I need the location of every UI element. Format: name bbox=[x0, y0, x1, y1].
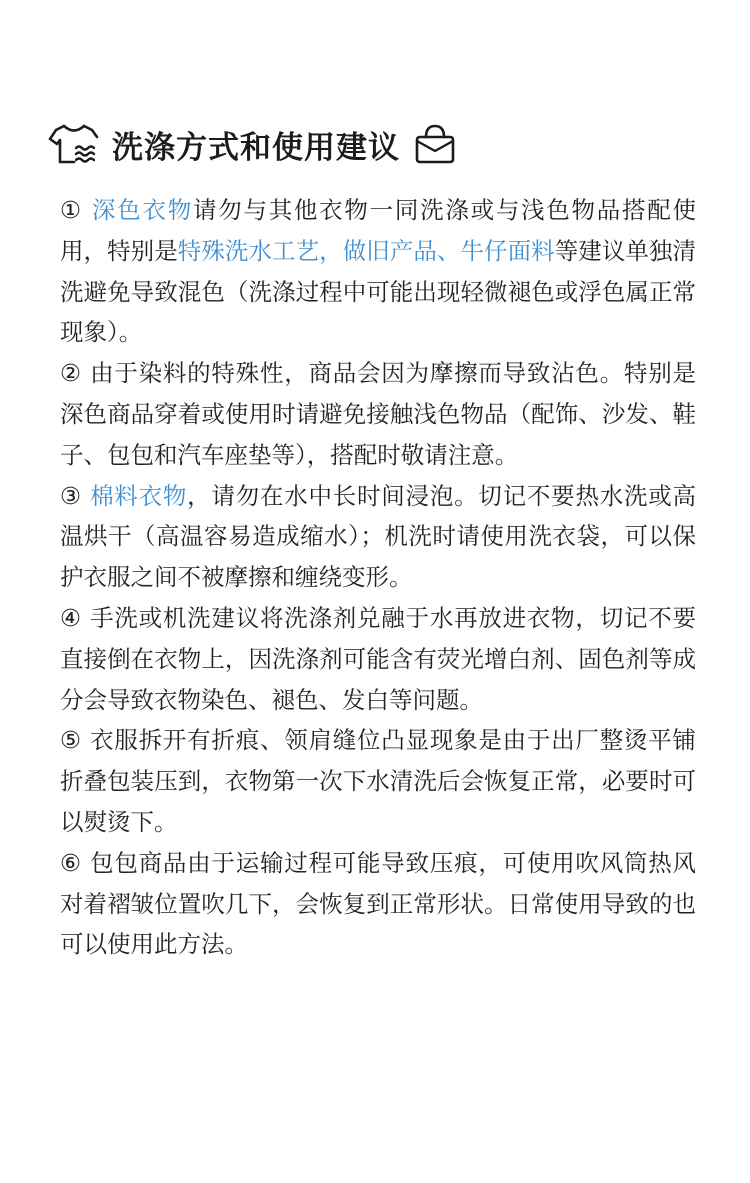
instruction-4 bbox=[60, 598, 696, 720]
item-number: ⑥ bbox=[60, 848, 82, 877]
care-instructions bbox=[60, 190, 696, 965]
body-text: 请勿与其他衣物一同洗涤或与浅色物品搭配使用，特别是 bbox=[60, 196, 696, 265]
body-text: 等建议单独清洗避免导致混色（洗涤过程中可能出现轻微褪色或浮色属正常现象）。 bbox=[60, 236, 697, 347]
section-header bbox=[48, 118, 708, 170]
instruction-1 bbox=[60, 190, 696, 353]
item-number: ④ bbox=[60, 603, 82, 632]
highlight-text: 棉料衣物 bbox=[90, 481, 188, 510]
item-number: ⑤ bbox=[60, 726, 82, 755]
tshirt-wash-icon bbox=[48, 121, 100, 167]
instruction-3 bbox=[60, 476, 696, 598]
instruction-5 bbox=[60, 720, 696, 842]
body-text: 由于染料的特殊性，商品会因为摩擦而导致沾色。特别是深色商品穿着或使用时请避免接触浅色物品（配饰、沙发、鞋子、包包和汽车座垫等），搭配时敬请注意。 bbox=[60, 359, 696, 469]
page-title: 洗涤方式和使用建议 bbox=[112, 129, 400, 166]
body-text: 手洗或机洗建议将洗涤剂兑融于水再放进衣物，切记不要直接倒在衣物上，因洗涤剂可能含有荧光增白剂、固色剂等成分会导致衣物染色、褪色、发白等问题。 bbox=[60, 603, 696, 714]
highlight-text: 深色衣物 bbox=[92, 196, 193, 224]
highlight-text: 特殊洗水工艺，做旧产品、牛仔面料 bbox=[177, 236, 555, 265]
item-number: ② bbox=[60, 359, 82, 388]
body-text: ，请勿在水中长时间浸泡。切记不要热水洗或高温烘干（高温容易造成缩水）；机洗时请使用洗衣袋，可以保护衣服之间不被摩擦和缠绕变形。 bbox=[60, 481, 697, 592]
instruction-2 bbox=[60, 353, 696, 475]
item-number: ① bbox=[60, 196, 83, 224]
handbag-icon bbox=[412, 121, 458, 167]
body-text: 衣服拆开有折痕、领肩缝位凸显现象是由于出厂整烫平铺折叠包装压到，衣物第一次下水清洗后会恢复正常，必要时可以熨烫下。 bbox=[60, 726, 696, 836]
body-text: 包包商品由于运输过程可能导致压痕，可使用吹风筒热风对着褶皱位置吹几下，会恢复到正常形状。日常使用导致的也可以使用此方法。 bbox=[60, 848, 696, 959]
instruction-6 bbox=[60, 843, 696, 965]
item-number: ③ bbox=[60, 481, 82, 510]
